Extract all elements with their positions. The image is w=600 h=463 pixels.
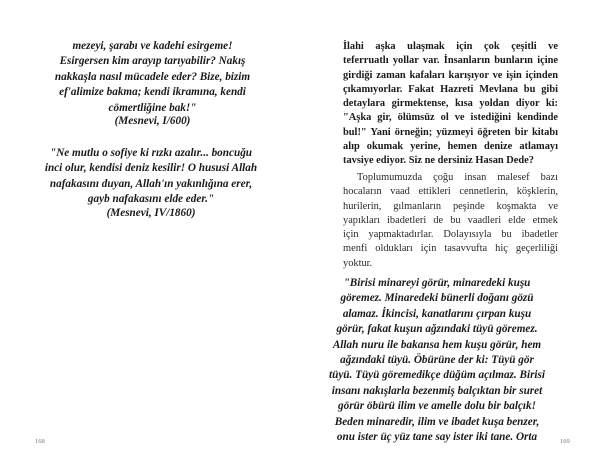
citation-1: (Mesnevi, I/600): [114, 115, 191, 127]
citation-2: (Mesnevi, IV/1860): [106, 207, 196, 219]
quote-line: cömertliğine bak!": [108, 101, 197, 114]
mesnevi-quote-2: [40, 146, 262, 208]
quote-line: nafakasını duyan, Allah'ın yakınlığına erer,: [49, 177, 253, 190]
quote-line: nakkaşla nasıl mücadele eder? Bize, bizim: [54, 70, 251, 83]
paragraph-line: yoktur.: [343, 257, 373, 269]
quote-line: ef'alimize bakma; kendi ikramına, kendi: [59, 86, 246, 99]
paragraph-line: Toplumumuzda çoğu insan malesef bazı: [357, 172, 558, 183]
quote-line: Beden minaredir, ilim ve ibadet kuşa benzer,: [334, 415, 540, 428]
paragraph-line: hurilerin, gılmanların peşinde koşmakta ve: [343, 200, 558, 212]
paragraph-1: [343, 40, 558, 169]
quote-line: görür, fakat kuşun ağzındaki tüyü göremez.: [336, 323, 538, 336]
quote-line: onu ister üç yüz tane say ister iki tane. Orta: [336, 431, 538, 444]
quote-line: gayb nafakasını elde eder.": [87, 193, 215, 206]
paragraph-line: teferruatlı yollar var. İnsanların bunların içine: [343, 55, 558, 67]
quote-line: "Birisi minareyi görür, minaredeki kuşu: [343, 277, 531, 289]
paragraph-line: detaylara girmektense, kısa yoldan diyor ki:: [343, 98, 558, 110]
quote-line: Esirgersen kim arayıp tarıyabilir? Nakış: [59, 55, 246, 68]
paragraph-line: "Aşka gir, ölümsüz ol ve istediğini kendinde: [343, 112, 558, 124]
quote-line: insanı nakışlarla bezenmiş balçıktan bir suret: [331, 384, 543, 397]
paragraph-line: yapıkları ibadetleri de bu vaadleri elde etmek: [343, 214, 558, 226]
paragraph-line: çıkamıyorlar. Fakat Hazreti Mevlana bu gibi: [343, 83, 558, 95]
quote-line: inci olur, kendisi deniz kesilir! O hususi Allah: [44, 162, 258, 175]
quote-line: mezeyi, şarabı ve kadehi esirgeme!: [72, 40, 233, 52]
quote-line: ağzındaki tüyü. Öbürüne der ki: Tüyü gör: [340, 354, 534, 367]
paragraph-line: bul!" Yani örneğin; yüzmeyi öğreten bir kitabı: [343, 126, 558, 138]
paragraph-line: tavsiye ediyor. Siz ne dersiniz Hasan Dede?: [343, 155, 534, 167]
mesnevi-quote-1: [50, 39, 255, 116]
page-number-right: 169: [560, 438, 570, 445]
page-number-left: 168: [35, 438, 45, 445]
paragraph-line: hocaların vaad ettikleri cennetlerin, köşklerin,: [343, 186, 558, 198]
paragraph-line: İlahi aşka ulaşmak için çok çeşitli ve: [343, 41, 558, 52]
quote-line: alamaz. İkincisi, kanatlarını çırpan kuşu: [342, 307, 532, 320]
paragraph-line: için yapmaktadırlar. Dolayısıyla bu ibadetler: [343, 229, 558, 241]
quote-line: "Ne mutlu o sofiye ki rızkı azalır... boncuğu: [49, 147, 253, 159]
paragraph-line: girdiği zaman kafaları karışıyor ve işin içinden: [343, 69, 558, 81]
paragraph-2: [343, 171, 558, 271]
paragraph-line: menfi oldukları için tasavvufta hiç geçerliliği: [343, 243, 558, 255]
mesnevi-quote-3: [318, 276, 556, 445]
quote-line: tüyü. Tüyü göremedikçe düğüm açılmaz. Birisi: [329, 369, 545, 382]
quote-line: görür öbürü ilim ve amelle dolu bir balçık!: [338, 400, 536, 413]
paragraph-line: alıp okumak yerine, hemen denize atlamayı: [343, 141, 558, 153]
quote-line: göremez. Minaredeki bünerli doğanı gözü: [340, 292, 534, 305]
quote-line: Allah nuru ile bakansa hem kuşu görür, hem: [332, 338, 542, 351]
